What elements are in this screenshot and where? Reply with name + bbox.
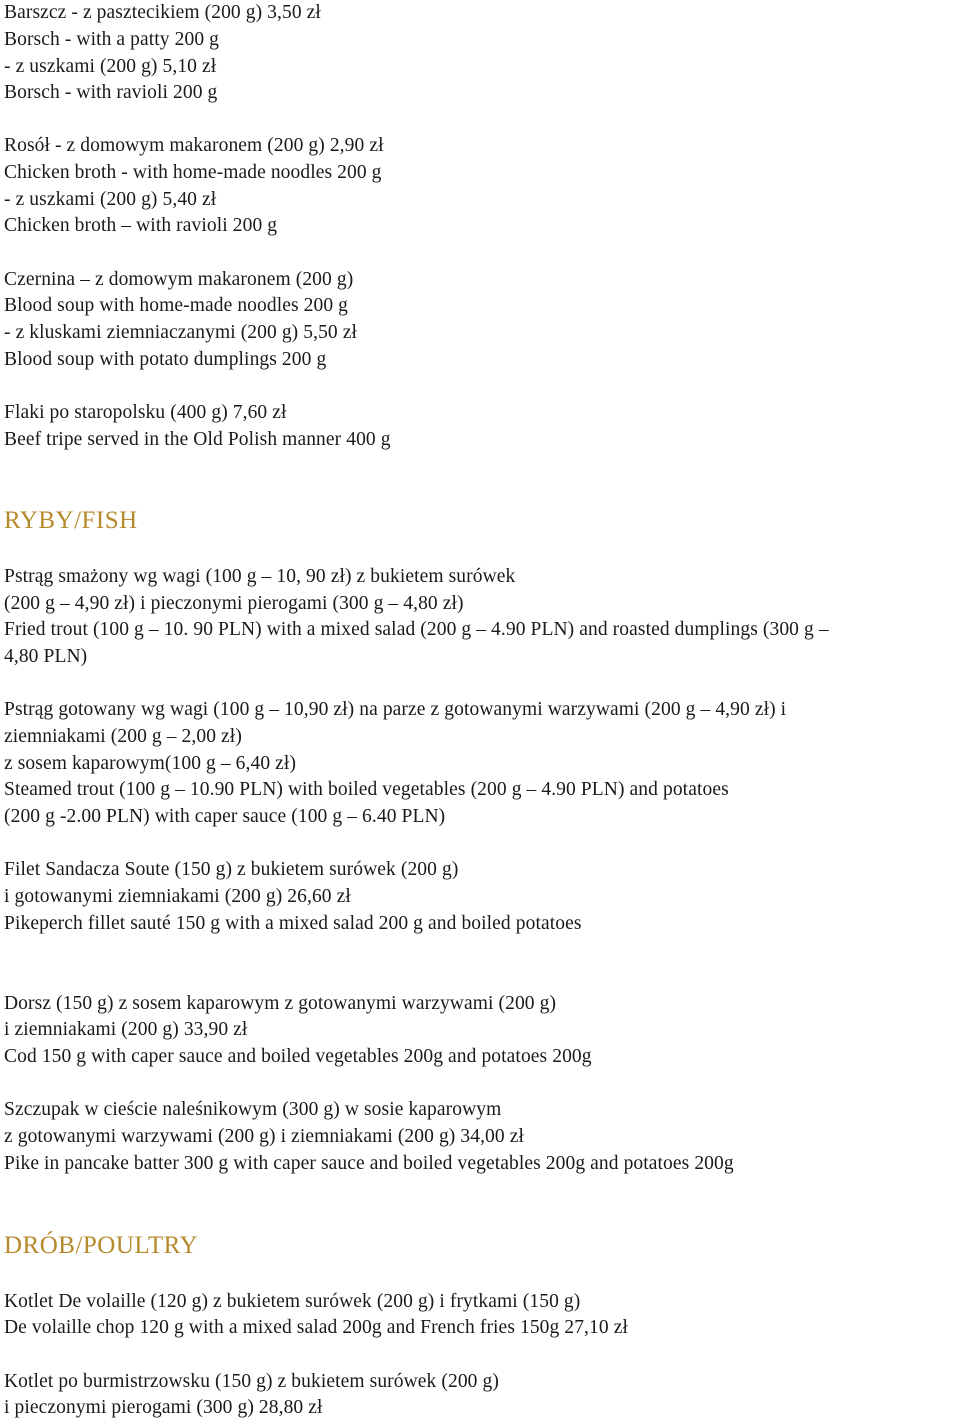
menu-line-cod-en: Cod 150 g with caper sauce and boiled vegetables 200g and potatoes 200g <box>4 1046 592 1067</box>
menu-line-barszcz-uszka-pl: - z uszkami (200 g) 5,10 zł <box>4 56 217 77</box>
menu-line-de-volaille-en: De volaille chop 120 g with a mixed salad 200g and French fries 150g 27,10 zł <box>4 1317 628 1338</box>
menu-line-barszcz-uszka-en: Borsch - with ravioli 200 g <box>4 82 218 103</box>
menu-line-pike-en: Pike in pancake batter 300 g with caper sauce and boiled vegetables 200g and potatoes 200g <box>4 1153 734 1174</box>
menu-line-steamed-trout-en-1: Steamed trout (100 g – 10.90 PLN) with boiled vegetables (200 g – 4.90 PLN) and potatoes <box>4 779 729 800</box>
menu-line-czernina-en: Blood soup with home-made noodles 200 g <box>4 295 349 316</box>
menu-line-fried-trout-pl-2: (200 g – 4,90 zł) i pieczonymi pierogami (300 g – 4,80 zł) <box>4 593 464 614</box>
menu-line-flaki-pl: Flaki po staropolsku (400 g) 7,60 zł <box>4 402 287 423</box>
menu-line-rosol-en: Chicken broth - with home-made noodles 200 g <box>4 162 382 183</box>
menu-line-steamed-trout-pl-2: ziemniakami (200 g – 2,00 zł) <box>4 726 242 747</box>
menu-line-de-volaille-pl: Kotlet De volaille (120 g) z bukietem surówek (200 g) i frytkami (150 g) <box>4 1291 581 1312</box>
menu-line-pikeperch-pl-2: i gotowanymi ziemniakami (200 g) 26,60 zł <box>4 886 351 907</box>
menu-line-pike-pl-2: z gotowanymi warzywami (200 g) i ziemniakami (200 g) 34,00 zł <box>4 1126 525 1147</box>
menu-line-pikeperch-pl-1: Filet Sandacza Soute (150 g) z bukietem surówek (200 g) <box>4 859 459 880</box>
menu-line-cod-pl-1: Dorsz (150 g) z sosem kaparowym z gotowanymi warzywami (200 g) <box>4 993 557 1014</box>
section-heading-fish: RYBY/FISH <box>4 507 138 534</box>
menu-line-fried-trout-en-1: Fried trout (100 g – 10. 90 PLN) with a mixed salad (200 g – 4.90 PLN) and roasted dumplings (300 g – <box>4 619 829 640</box>
menu-line-barszcz-pl: Barszcz - z pasztecikiem (200 g) 3,50 zł <box>4 2 321 23</box>
menu-line-czernina-pl: Czernina – z domowym makaronem (200 g) <box>4 269 354 290</box>
menu-line-pike-pl-1: Szczupak w cieście naleśnikowym (300 g) w sosie kaparowym <box>4 1099 502 1120</box>
menu-line-rosol-uszka-pl: - z uszkami (200 g) 5,40 zł <box>4 189 217 210</box>
section-heading-poultry: DRÓB/POULTRY <box>4 1232 199 1259</box>
menu-line-pikeperch-en: Pikeperch fillet sauté 150 g with a mixed salad 200 g and boiled potatoes <box>4 913 582 934</box>
menu-line-cod-pl-2: i ziemniakami (200 g) 33,90 zł <box>4 1019 248 1040</box>
menu-line-burmistrz-pl-1: Kotlet po burmistrzowsku (150 g) z bukietem surówek (200 g) <box>4 1371 499 1392</box>
menu-line-steamed-trout-en-2: (200 g -2.00 PLN) with caper sauce (100 g – 6.40 PLN) <box>4 806 446 827</box>
menu-line-flaki-en: Beef tripe served in the Old Polish manner 400 g <box>4 429 391 450</box>
menu-line-czernina-kluski-en: Blood soup with potato dumplings 200 g <box>4 349 327 370</box>
menu-line-burmistrz-pl-2: i pieczonymi pierogami (300 g) 28,80 zł <box>4 1397 323 1418</box>
menu-line-rosol-pl: Rosół - z domowym makaronem (200 g) 2,90 zł <box>4 135 384 156</box>
menu-line-steamed-trout-pl-1: Pstrąg gotowany wg wagi (100 g – 10,90 zł) na parze z gotowanymi warzywami (200 g – 4,90 zł) i <box>4 699 787 720</box>
menu-line-fried-trout-pl-1: Pstrąg smażony wg wagi (100 g – 10, 90 zł) z bukietem surówek <box>4 566 516 587</box>
menu-line-rosol-uszka-en: Chicken broth – with ravioli 200 g <box>4 215 278 236</box>
menu-line-czernina-kluski-pl: - z kluskami ziemniaczanymi (200 g) 5,50 zł <box>4 322 358 343</box>
menu-line-fried-trout-en-2: 4,80 PLN) <box>4 646 88 667</box>
menu-line-steamed-trout-pl-3: z sosem kaparowym(100 g – 6,40 zł) <box>4 753 297 774</box>
menu-line-barszcz-en: Borsch - with a patty 200 g <box>4 29 220 50</box>
